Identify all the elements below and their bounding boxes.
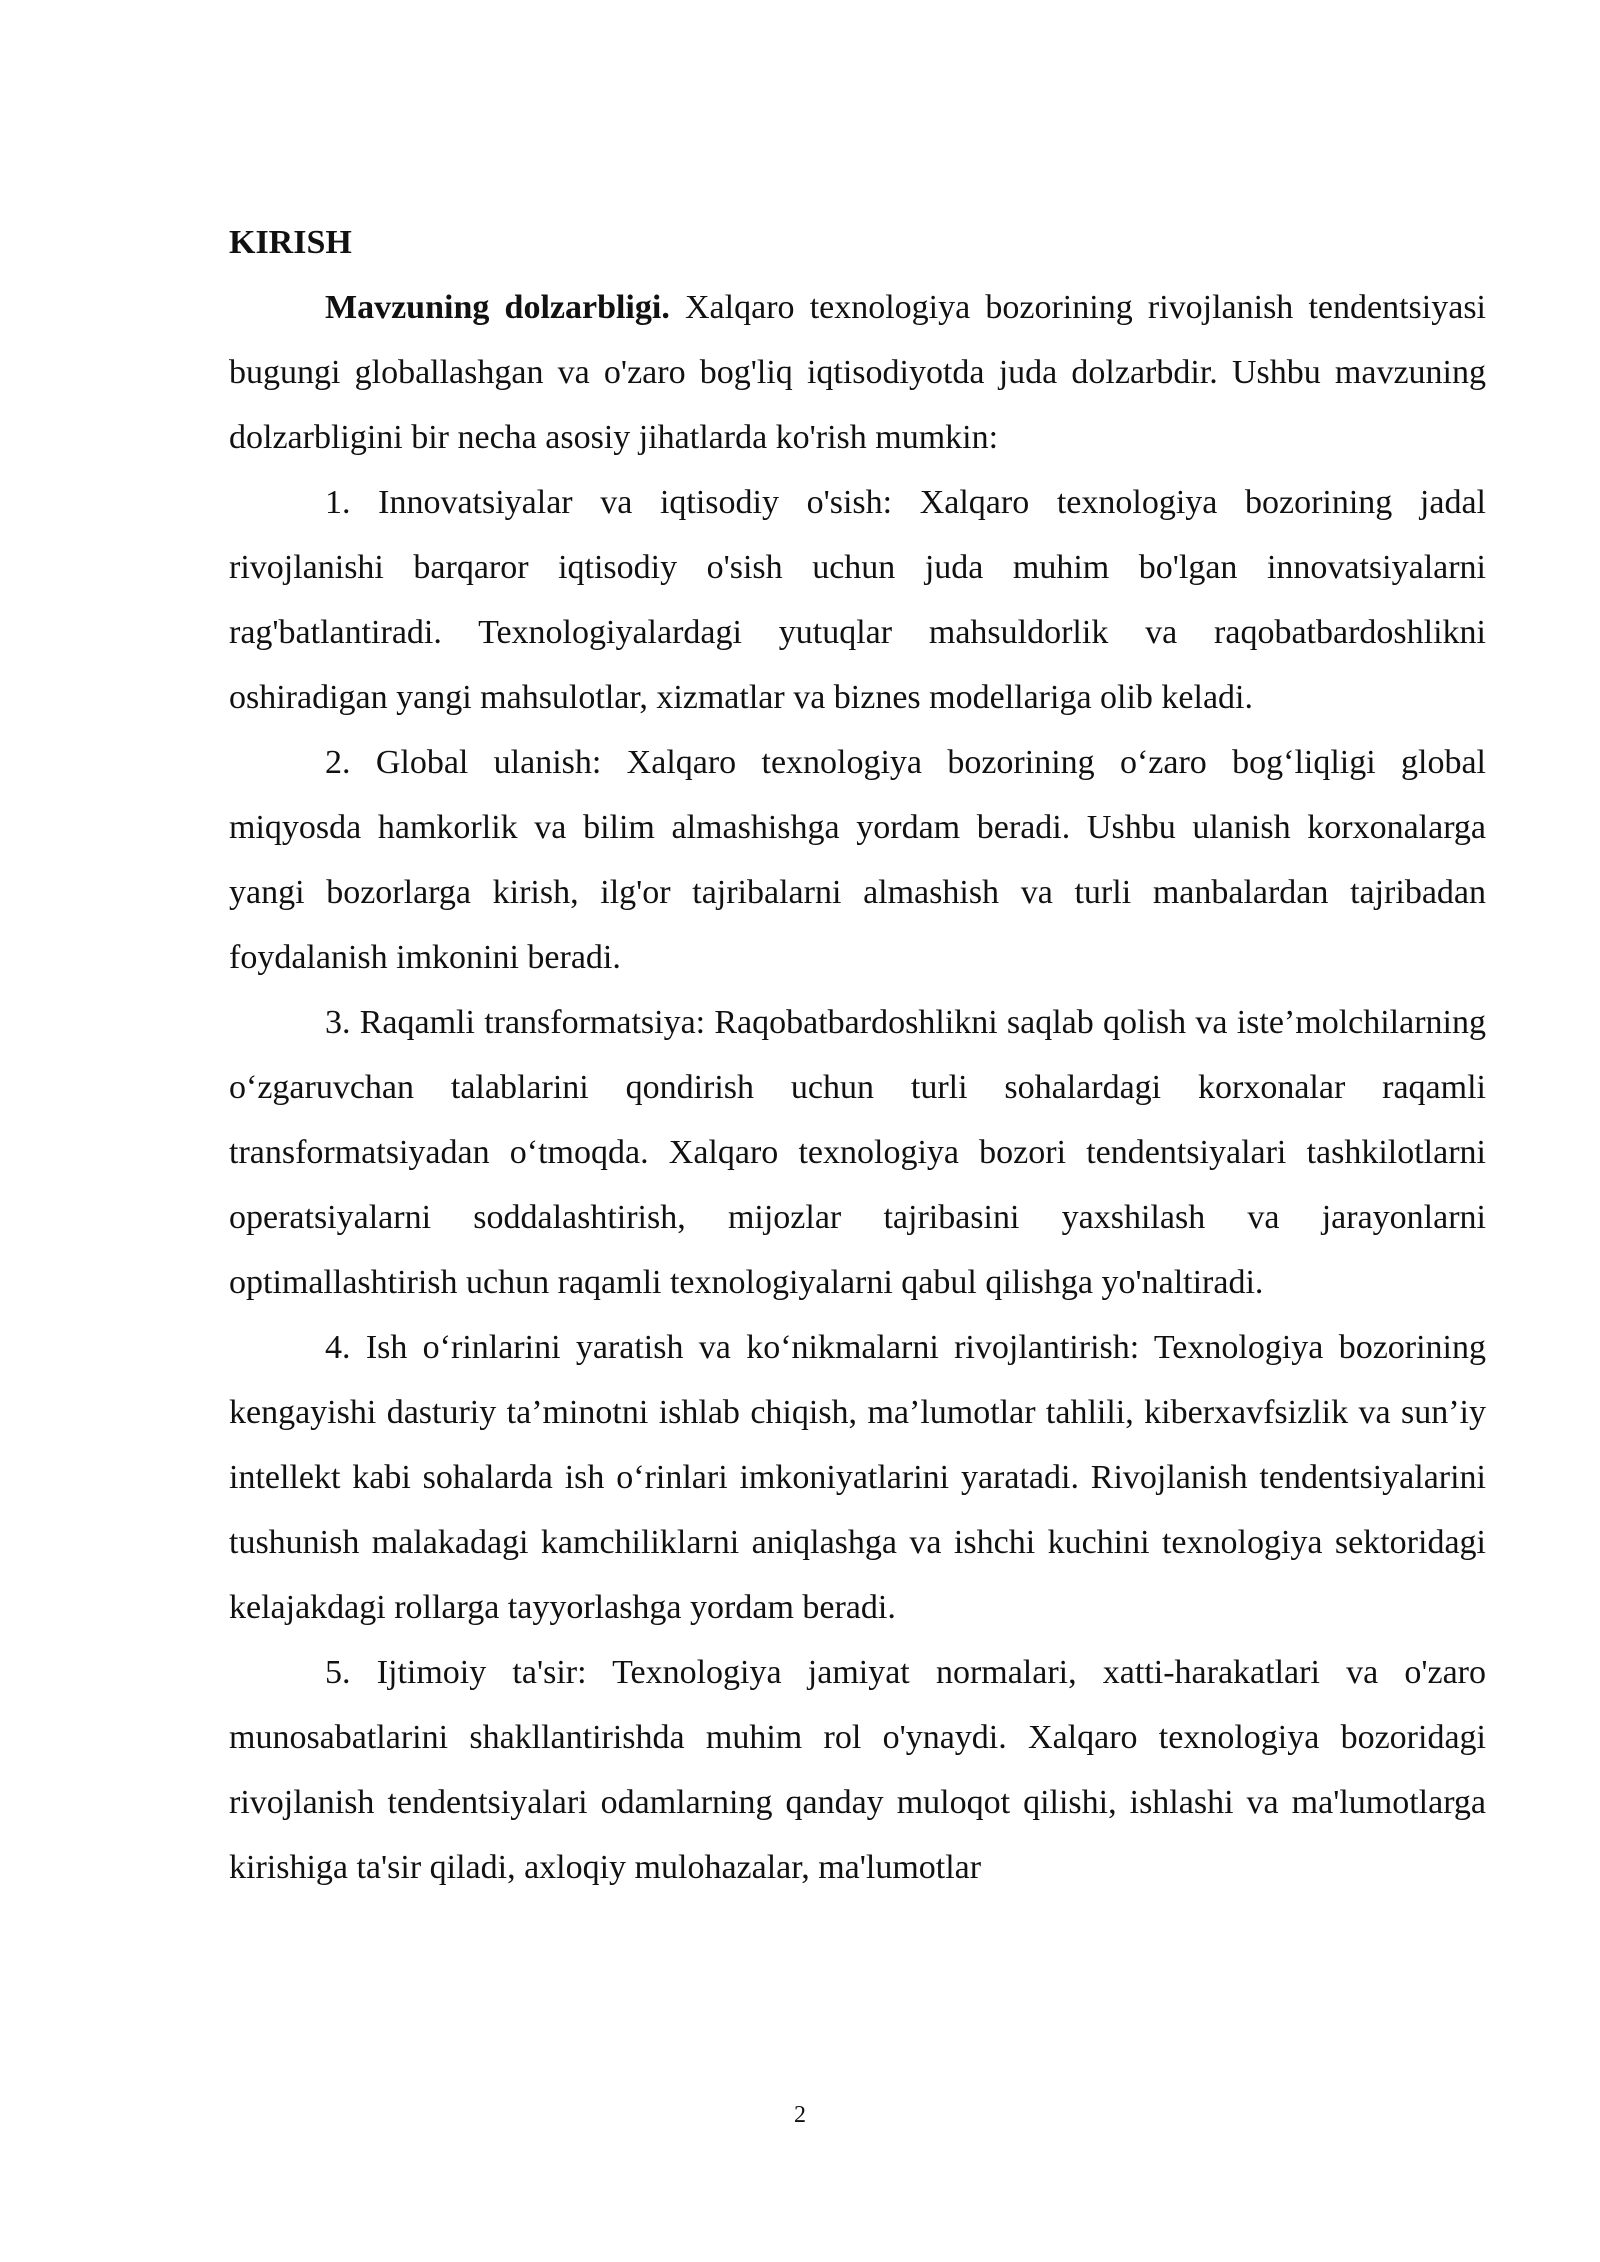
list-item-1: 1. Innovatsiyalar va iqtisodiy o'sish: Xalqaro texnologiya bozorining jadal rivojlanishi barqaror iqtisodiy o'sish uchun juda muhim bo'lgan innovatsiyalarni rag'batlantiradi. Texnologiyalardagi yutuqlar mahsuldorlik va raqobatbardoshlikni oshiradigan yangi mahsulotlar, xizmatlar va biznes modellariga olib keladi. — [229, 484, 1486, 716]
page-body — [229, 210, 1486, 1900]
section-heading: KIRISH — [229, 224, 352, 261]
page-number: 2 — [794, 2102, 806, 2128]
list-item-5: 5. Ijtimoiy ta'sir: Texnologiya jamiyat normalari, xatti-harakatlari va o'zaro munosabatlarini shakllantirishda muhim rol o'ynaydi. Xalqaro texnologiya bozoridagi rivojlanish tendentsiyalari odamlarning qanday muloqot qilishi, ishlashi va ma'lumotlarga kirishiga ta'sir qiladi, axloqiy mulohazalar, ma'lumotlar — [229, 1654, 1486, 1886]
intro-paragraph — [229, 275, 1486, 470]
intro-text: Xalqaro texnologiya bozorining rivojlanish tendentsiyasi bugungi globallashgan va o'zaro bog'liq iqtisodiyotda juda dolzarbdir. Ushbu mavzuning dolzarbligini bir necha asosiy jihatlarda ko'rish mumkin: — [229, 289, 1487, 456]
list-item-4: 4. Ish o‘rinlarini yaratish va ko‘nikmalarni rivojlantirish: Texnologiya bozorining kengayishi dasturiy ta’minotni ishlab chiqish, ma’lumotlar tahlili, kiberxavfsizlik va sun’iy intellekt kabi sohalarda ish o‘rinlari imkoniyatlarini yaratadi. Rivojlanish tendentsiyalarini tushunish malakadagi kamchiliklarni aniqlashga va ishchi kuchini texnologiya sektoridagi kelajakdagi rollarga tayyorlashga yordam beradi. — [229, 1329, 1486, 1626]
list-item-2: 2. Global ulanish: Xalqaro texnologiya bozorining o‘zaro bog‘liqligi global miqyosda hamkorlik va bilim almashishga yordam beradi. Ushbu ulanish korxonalarga yangi bozorlarga kirish, ilg'or tajribalarni almashish va turli manbalardan tajribadan foydalanish imkonini beradi. — [229, 744, 1486, 976]
intro-lead: Mavzuning dolzarbligi. — [325, 289, 670, 326]
list-item-3: 3. Raqamli transformatsiya: Raqobatbardoshlikni saqlab qolish va iste’molchilarning o‘zgaruvchan talablarini qondirish uchun turli sohalardagi korxonalar raqamli transformatsiyadan o‘tmoqda. Xalqaro texnologiya bozori tendentsiyalari tashkilotlarni operatsiyalarni soddalashtirish, mijozlar tajribasini yaxshilash va jarayonlarni optimallashtirish uchun raqamli texnologiyalarni qabul qilishga yo'naltiradi. — [229, 1004, 1486, 1301]
